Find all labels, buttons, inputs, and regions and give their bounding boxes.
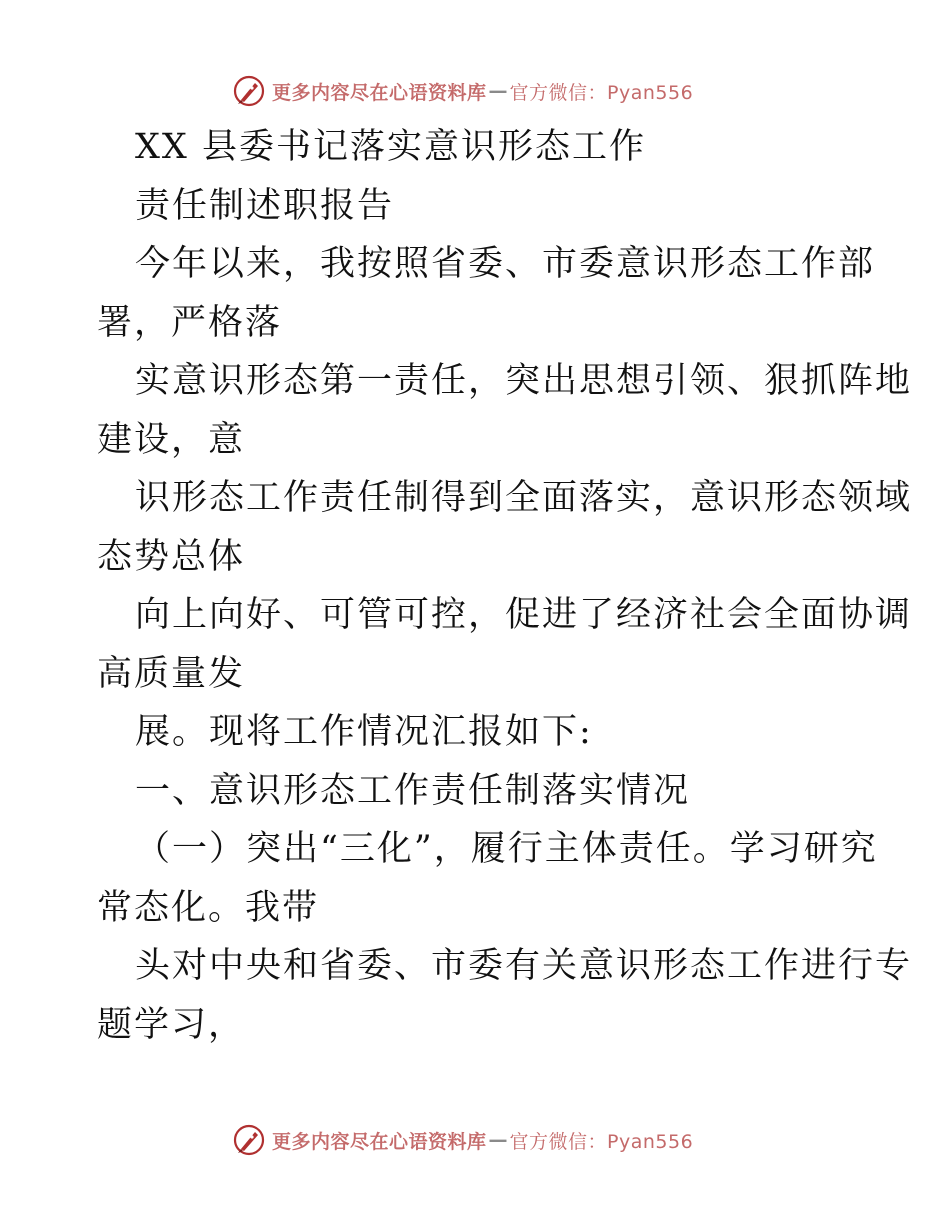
watermark-main-text: 更多内容尽在心语资料库 <box>272 81 487 104</box>
doc-line: 实意识形态第一责任，突出思想引领、狠抓阵地 <box>135 361 913 401</box>
watermark-separator: — <box>488 80 508 102</box>
doc-line: 高质量发 <box>97 653 246 694</box>
doc-line: 展。现将工作情况汇报如下: <box>135 712 593 752</box>
doc-line: 常态化。我带 <box>97 887 320 928</box>
doc-line: 题学习， <box>97 1004 246 1045</box>
watermark-wechat-text: 官方微信：Pyan556 <box>509 1130 694 1153</box>
document-body <box>97 118 913 1054</box>
header-watermark <box>232 74 693 108</box>
doc-line: 识形态工作责任制得到全面落实，意识形态领域 <box>135 478 913 518</box>
fountain-pen-nib-logo-icon <box>232 1123 266 1157</box>
doc-line: 头对中央和省委、市委有关意识形态工作进行专 <box>135 946 913 986</box>
doc-line: XX 县委书记落实意识形态工作 <box>135 127 646 167</box>
doc-line: 建设，意 <box>97 419 246 460</box>
watermark-separator: — <box>488 1129 508 1151</box>
doc-line: 责任制述职报告 <box>135 185 395 226</box>
doc-line: （一）突出“三化”，履行主体责任。学习研究 <box>135 829 878 869</box>
footer-watermark <box>232 1123 693 1157</box>
doc-line: 署，严格落 <box>97 302 283 343</box>
fountain-pen-nib-logo-icon <box>232 74 266 108</box>
watermark-wechat-text: 官方微信：Pyan556 <box>509 81 694 104</box>
watermark-main-text: 更多内容尽在心语资料库 <box>272 1130 487 1153</box>
doc-line: 今年以来，我按照省委、市委意识形态工作部 <box>135 244 876 284</box>
doc-line: 向上向好、可管可控，促进了经济社会全面协调 <box>135 595 913 635</box>
doc-line: 态势总体 <box>97 536 246 577</box>
doc-line: 一、意识形态工作责任制落实情况 <box>135 770 691 811</box>
